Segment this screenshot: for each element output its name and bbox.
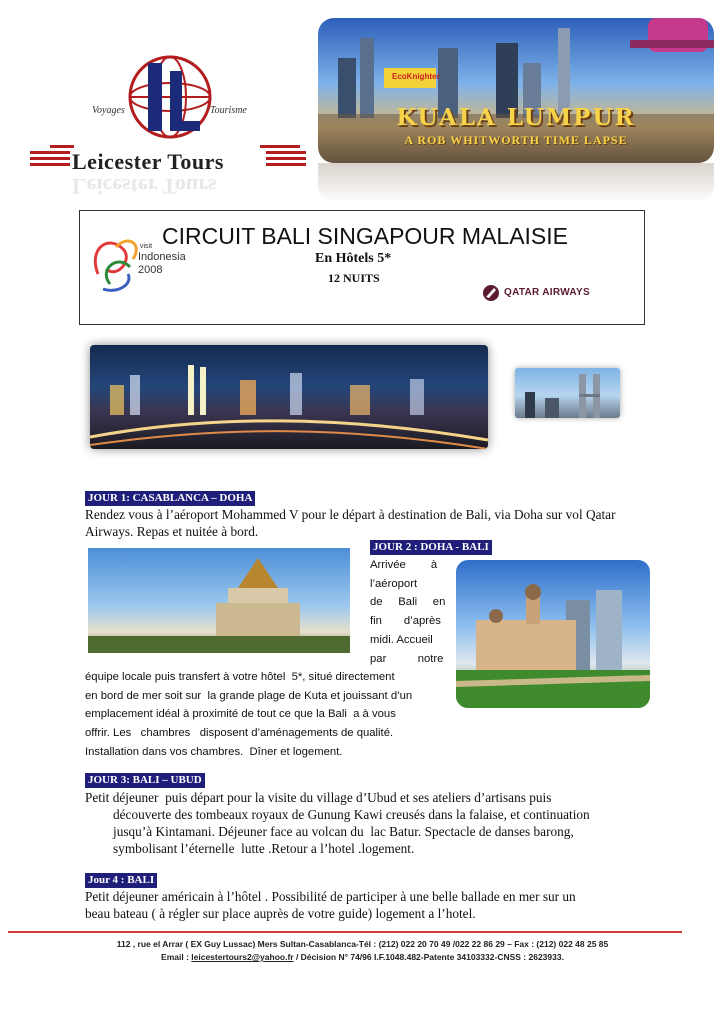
footer-divider	[8, 931, 682, 933]
banner-title: KUALA LUMPUR	[396, 104, 636, 131]
day-3-line: symbolisant l’éternelle lutte .Retour a l’hotel .logement.	[113, 841, 415, 856]
day-3-heading: JOUR 3: BALI – UBUD	[85, 773, 205, 788]
day-3-line: découverte des tombeaux royaux de Gunung Kawi creusés dans la falaise, et continuation	[113, 807, 590, 822]
day-2-line: fin d’après	[370, 615, 441, 628]
day-4-text	[85, 888, 645, 922]
footer-email-link[interactable]: leicestertours2@yahoo.fr	[191, 952, 294, 962]
day-2-line: de Bali en	[370, 596, 446, 609]
day-2-heading: JOUR 2 : DOHA - BALI	[370, 540, 492, 555]
brand-name-reflection: Leicester Tours	[72, 174, 217, 199]
footer-legal: / Décision N° 74/96 I.F.1048.482-Patente 34103332-CNSS : 2623933.	[293, 952, 564, 962]
banner-sign-text: EcoKnighter	[392, 72, 440, 81]
mosque-illustration	[88, 548, 350, 653]
oryx-icon	[480, 283, 502, 303]
footer-contact	[0, 952, 725, 962]
day-3-text	[85, 789, 645, 857]
city-night-photo	[90, 345, 488, 449]
petronas-towers-photo	[515, 368, 620, 418]
day-2-line: équipe locale puis transfert à votre hôtel 5*, situé directement	[85, 671, 395, 683]
day-2-line: Arrivée à	[370, 559, 438, 571]
banner-subtitle: A ROB WHITWORTH TIME LAPSE	[404, 133, 628, 147]
logo-voyages-text: Voyages	[92, 105, 125, 116]
circuit-title: CIRCUIT BALI SINGAPOUR MALAISIE	[162, 223, 569, 249]
day-2-line: midi. Accueil	[370, 633, 433, 646]
night-skyline-illustration	[90, 345, 488, 449]
indonesia-name-text: Indonesia	[138, 251, 186, 263]
day-2-line: offrir. Les chambres disposent d’aménagements de qualité.	[85, 727, 394, 740]
indonesia-visit-text: visit	[140, 243, 153, 250]
airline-name: QATAR AIRWAYS	[504, 287, 590, 298]
globe-logo-icon	[30, 45, 310, 155]
day-3-line: Petit déjeuner puis départ pour la visite du village d’Ubud et ses ateliers d’artisans puis	[85, 790, 552, 805]
day-2-line: Installation dans vos chambres. Dîner et logement.	[85, 745, 343, 758]
hotels-subtitle: En Hôtels 5*	[315, 251, 392, 266]
qatar-airways-logo	[480, 283, 590, 303]
footer-address: 112 , rue el Arrar ( EX Guy Lussac) Mers Sultan-Casablanca-Tél : (212) 022 20 70 49 /022 22 86 29 – Fax : (212) 022 48 25 85	[116, 939, 609, 949]
banner-reflection	[318, 163, 714, 203]
day-1-heading: JOUR 1: CASABLANCA – DOHA	[85, 491, 255, 506]
day-2-line: l’aéroport	[370, 577, 418, 590]
day-4-line: Petit déjeuner américain à l’hôtel . Possibilité de participer à une belle ballade en mer sur un	[85, 889, 576, 904]
indonesia-year-text: 2008	[138, 264, 163, 276]
logo-tourisme-text: Tourisme	[210, 105, 247, 116]
leicester-tours-logo	[30, 45, 310, 199]
sultan-abdul-samad-building-photo	[456, 560, 650, 708]
day-2-line: emplacement idéal à proximité de tout ce que la Bali a à vous	[85, 708, 396, 721]
circuit-title-box	[79, 210, 645, 325]
nights-subtitle: 12 NUITS	[328, 271, 380, 285]
day-2-wide-text	[85, 668, 445, 762]
brand-name: Leicester Tours	[72, 149, 224, 174]
mosque-photo	[88, 548, 350, 653]
kuala-lumpur-banner	[318, 18, 714, 163]
day-2-narrow-text	[370, 556, 446, 668]
day-1-text: Rendez vous à l’aéroport Mohammed V pour le départ à destination de Bali, via Doha sur vol Qatar Airways. Repas et nuitée à bord.	[85, 507, 616, 539]
day-4-heading: Jour 4 : BALI	[85, 873, 157, 888]
day-2-line: en bord de mer soit sur la grande plage de Kuta et jouissant d’un	[85, 689, 413, 702]
towers-illustration	[515, 368, 620, 418]
palace-illustration	[456, 560, 650, 708]
footer-email-label: Email :	[161, 952, 192, 962]
day-4-line: beau bateau ( à régler sur place auprès de votre guide) logement a l’hotel.	[85, 906, 476, 921]
day-2-line: par notre	[370, 652, 444, 665]
day-3-line: jusqu’à Kintamani. Déjeuner face au volcan du lac Batur. Spectacle de danses barong,	[113, 824, 574, 839]
